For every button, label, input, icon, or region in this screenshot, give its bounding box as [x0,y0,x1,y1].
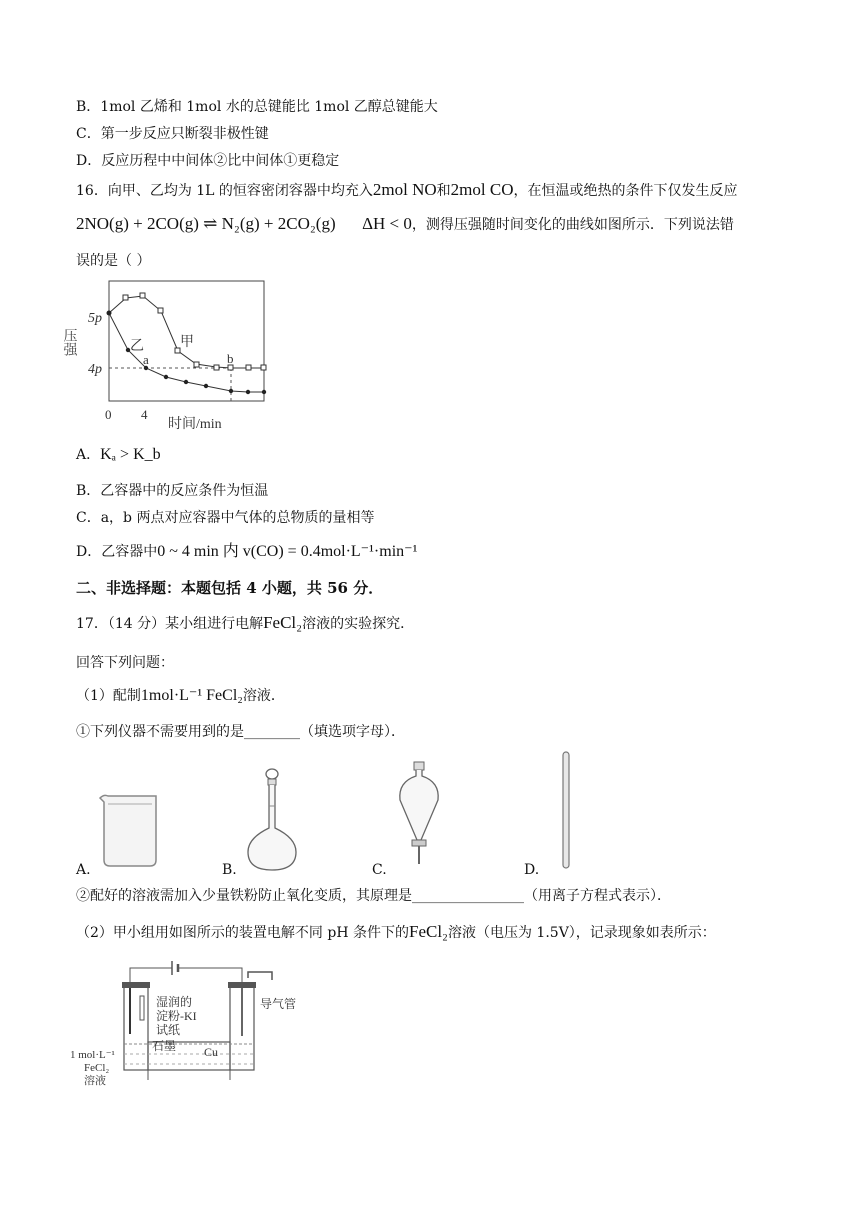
x-axis-label: 时间/min [168,417,222,432]
beaker-drawing [96,790,162,870]
enthalpy: ΔH < 0 [362,214,412,233]
option-a-q16: A．Kₐ > K_b [76,446,161,463]
y-tick-4p: 4p [88,362,102,377]
pressure-time-graph [61,276,272,436]
y-tick-5p: 5p [88,311,102,326]
question-16-stem: 16．向甲、乙均为 1L 的恒容密闭容器中均充入2mol NO和2mol CO，在恒温或绝热的条件下仅发生反应 [76,180,738,199]
label-gas-tube: 导气管 [260,997,297,1011]
label-paper-1: 湿润的 [156,995,193,1009]
separatory-funnel-drawing [392,760,446,868]
label-cu: Cu [204,1045,219,1059]
question-16-equation: 2NO(g) + 2CO(g) ⇌ N₂(g) + 2CO₂(g) ΔH < 0，测得压强随时间变化的曲线如图所示．下列说法错 [76,214,734,233]
question-17-stem: 17．（14 分）某小组进行电解FeCl₂溶液的实验探究． [76,613,415,632]
label-jia: 甲 [180,335,194,350]
label-concentration: 1 mol·L⁻¹ [70,1049,115,1061]
option-c-q16: C．a，b 两点对应容器中气体的总物质的量相等 [76,510,375,526]
label-paper-2: 淀粉-KI [156,1009,197,1023]
label-fecl2: FeCl₂ [84,1062,110,1074]
option-b-q16: B．乙容器中的反应条件为恒温 [76,483,269,499]
glass-rod-drawing [554,750,578,872]
label-a: a [143,352,149,367]
apparatus-label-a: A. [76,862,91,878]
option-c-q15: C．第一步反应只断裂非极性键 [76,126,269,142]
x-tick-0: 0 [105,407,112,422]
apparatus-label-d: D. [524,862,540,878]
label-yi: 乙 [130,339,144,354]
apparatus-label-c: C. [372,862,387,878]
label-b: b [227,351,234,366]
label-solution: 溶液 [84,1075,106,1087]
question-16-tail: 误的是（ ） [76,253,151,269]
x-tick-4: 4 [141,407,148,422]
question-17-sub2: ②配好的溶液需加入少量铁粉防止氧化变质，其原理是________________（用离子方程式表示）． [76,888,671,904]
curve-jia [109,296,264,368]
option-d-q16: D．乙容器中0 ~ 4 min 内 v(CO) = 0.4mol·L⁻¹·min⁻¹ [76,543,418,560]
reaction-equation: 2NO(g) + 2CO(g) ⇌ N₂(g) + 2CO₂(g) [76,214,336,233]
question-17-sub1: ①下列仪器不需要用到的是________（填选项字母）． [76,724,405,740]
section-2-heading: 二、非选择题：本题包括 4 小题，共 56 分． [76,579,384,597]
option-b-q15: B．1mol 乙烯和 1mol 水的总键能比 1mol 乙醇总键能大 [76,99,438,115]
electrolysis-apparatus [66,956,326,1086]
volumetric-flask-drawing [242,766,302,876]
y-axis-label: 压强 [61,328,77,356]
question-17-part2: （2）甲小组用如图所示的装置电解不同 pH 条件下的FeCl₂溶液（电压为 1.5V），记录现象如表所示： [76,922,716,941]
question-17-intro: 回答下列问题： [76,655,174,671]
question-17-part1: （1）配制1mol·L⁻¹ FeCl₂溶液． [76,687,285,704]
label-paper-3: 试纸 [156,1023,181,1037]
option-d-q15: D．反应历程中中间体②比中间体①更稳定 [76,153,340,169]
apparatus-label-b: B. [222,862,237,878]
label-graphite: 石墨 [152,1039,177,1053]
